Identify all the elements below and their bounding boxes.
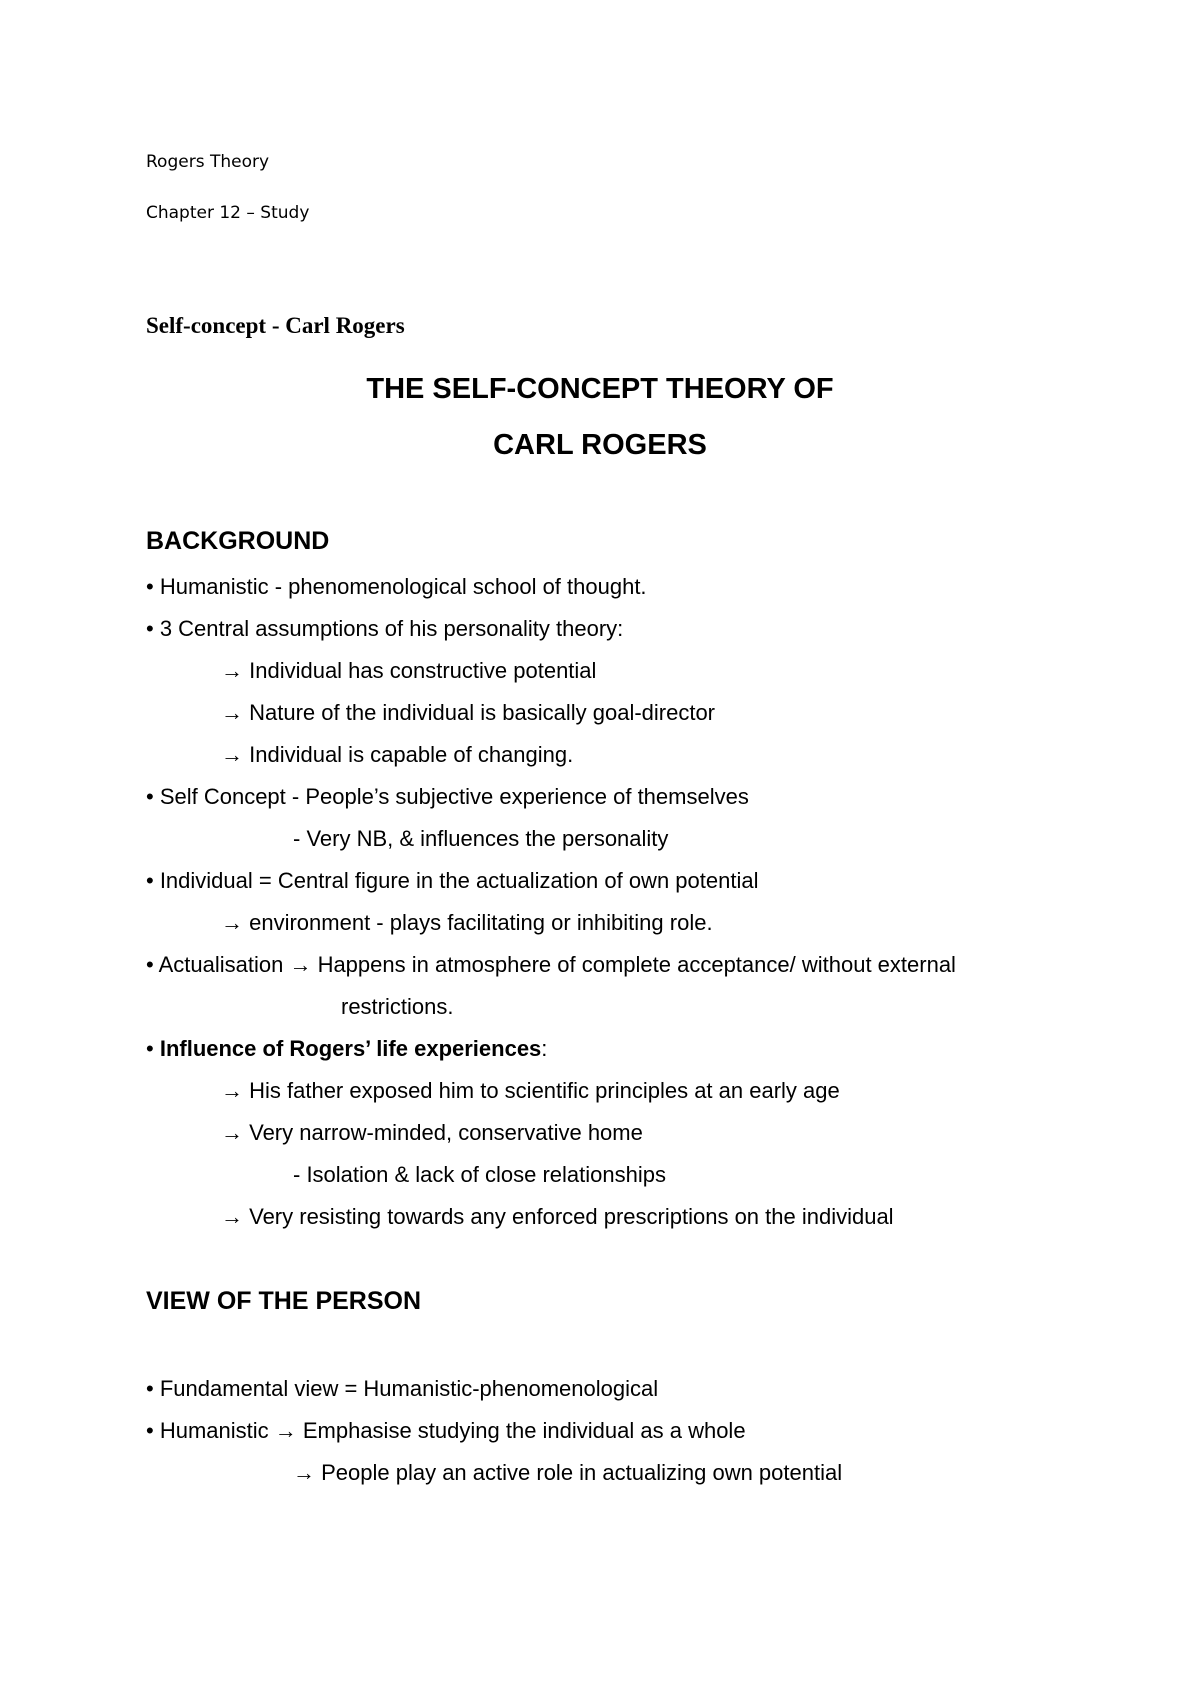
course-label: Rogers Theory (146, 152, 270, 172)
background-heading: BACKGROUND (146, 527, 330, 555)
background-bullet-actualisation: • Actualisation → Happens in atmosphere of complete acceptance/ without external (146, 952, 956, 977)
influence-home-line: → Very narrow-minded, conservative home (221, 1120, 643, 1145)
view-active-role-line: → People play an active role in actualizing own potential (293, 1460, 843, 1485)
self-concept-detail: - Very NB, & influences the personality (293, 826, 669, 851)
influence-label: Influence of Rogers’ life experiences (159, 1036, 542, 1061)
view-bullet-humanistic: • Humanistic → Emphasise studying the individual as a whole (146, 1418, 746, 1443)
background-bullet-humanistic: • Humanistic - phenomenological school of thought. (146, 574, 647, 599)
background-bullet-influence (146, 1036, 547, 1062)
actualisation-continued: restrictions. (341, 994, 454, 1019)
environment-role-line: → environment - plays facilitating or inhibiting role. (221, 910, 713, 935)
view-bullet-fundamental: • Fundamental view = Humanistic-phenomenological (146, 1376, 659, 1401)
background-bullet-individual: • Individual = Central figure in the actualization of own potential (146, 868, 759, 893)
page-title-line-2: CARL ROGERS (493, 429, 707, 461)
assumption-capable-of-changing: → Individual is capable of changing. (221, 742, 574, 767)
background-bullet-assumptions: • 3 Central assumptions of his personality theory: (146, 616, 624, 641)
influence-isolation-line: - Isolation & lack of close relationships (293, 1162, 666, 1187)
assumption-constructive-potential: → Individual has constructive potential (221, 658, 597, 683)
document-subtitle: Self-concept - Carl Rogers (146, 313, 405, 338)
chapter-label: Chapter 12 – Study (146, 203, 310, 223)
page-title-line-1: THE SELF-CONCEPT THEORY OF (366, 373, 834, 405)
influence-bullet: • (146, 1036, 160, 1061)
background-bullet-self-concept: • Self Concept - People’s subjective experience of themselves (146, 784, 749, 809)
influence-father-line: → His father exposed him to scientific principles at an early age (221, 1078, 840, 1103)
view-of-person-heading: VIEW OF THE PERSON (146, 1287, 422, 1315)
assumption-goal-director: → Nature of the individual is basically goal-director (221, 700, 716, 725)
influence-resisting-line: → Very resisting towards any enforced prescriptions on the individual (221, 1204, 894, 1229)
influence-colon: : (541, 1036, 548, 1061)
